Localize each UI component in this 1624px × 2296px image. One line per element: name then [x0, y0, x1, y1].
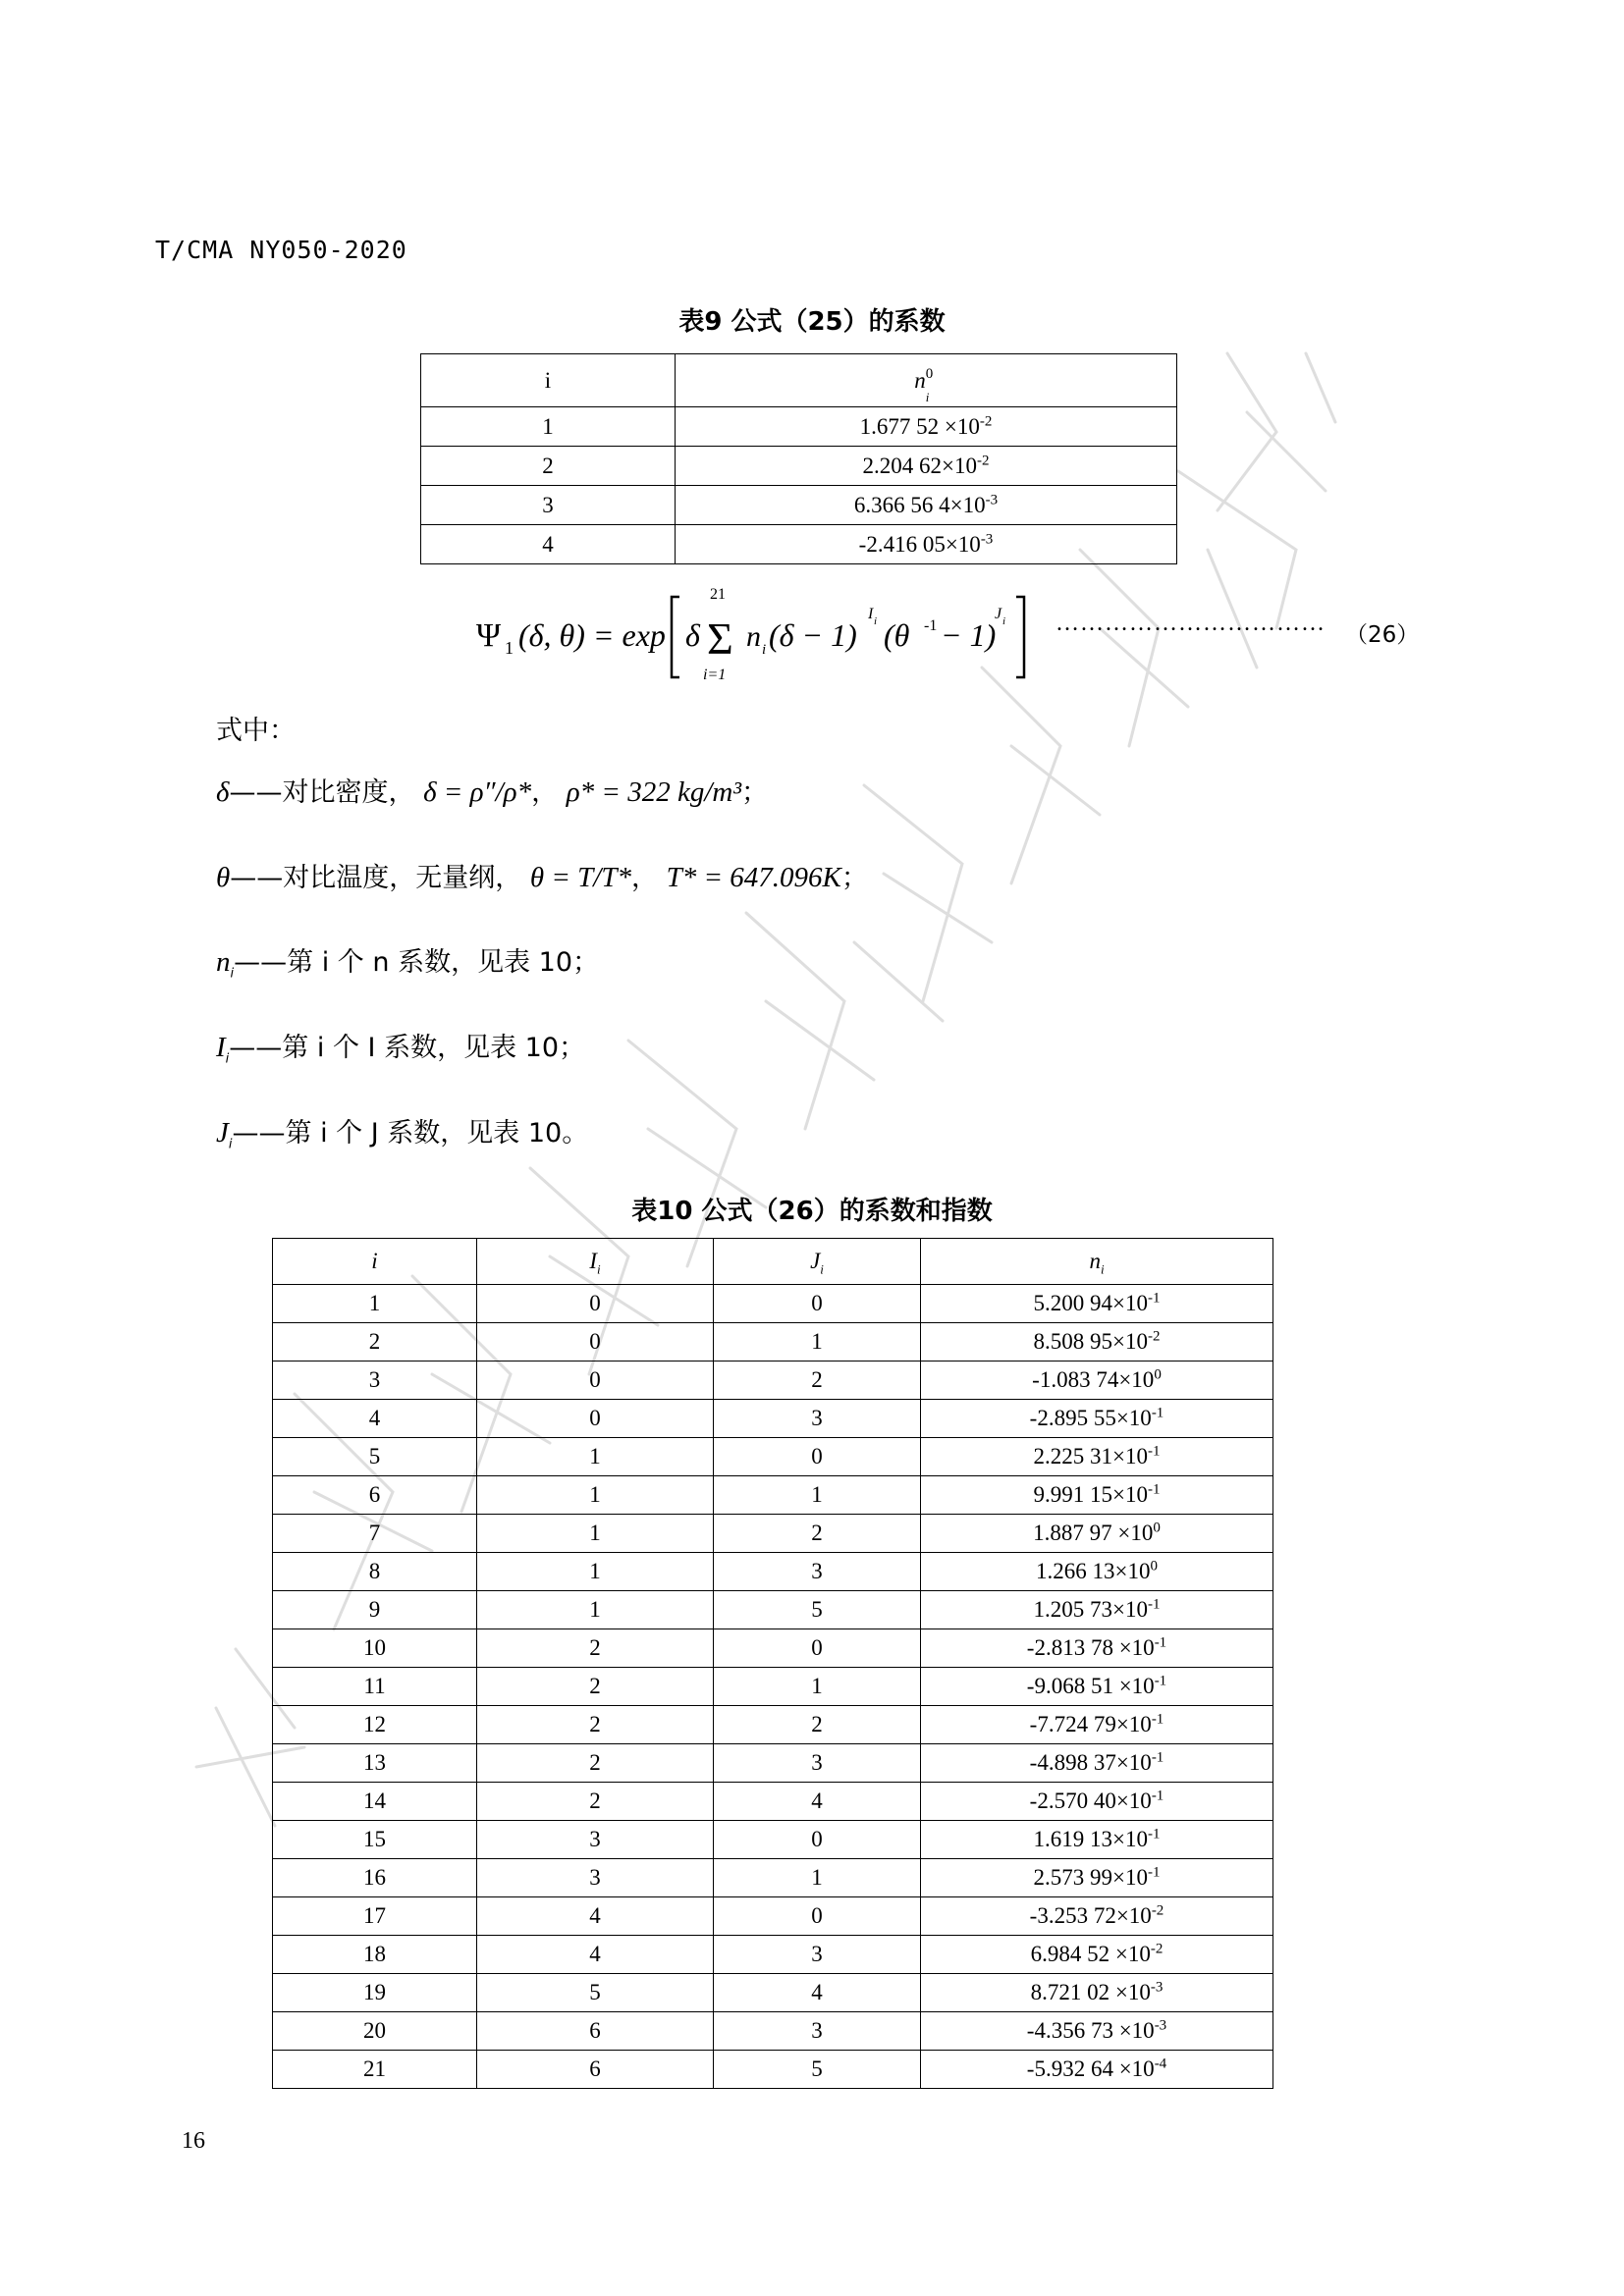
table10-cell-I: 1 [477, 1476, 714, 1515]
table10-cell-J: 0 [714, 1285, 921, 1323]
table10-row [273, 1783, 1273, 1821]
table9-row [421, 447, 1177, 486]
table10-cell-J: 1 [714, 1323, 921, 1362]
table10-cell-n-mantissa: 9.991 15×10 [1033, 1482, 1148, 1507]
table10-cell-n-exponent: -1 [1151, 1788, 1164, 1804]
table10-cell-I: 0 [477, 1285, 714, 1323]
table10-cell-I: 1 [477, 1515, 714, 1553]
table10-row [273, 1438, 1273, 1476]
table10-cell-I: 0 [477, 1362, 714, 1400]
table10-cell-n-mantissa: -1.083 74×10 [1032, 1367, 1155, 1392]
table10-cell-I: 2 [477, 1668, 714, 1706]
table10-cell-n [921, 1476, 1273, 1515]
table10-col-J: $J_i$ [714, 1239, 921, 1285]
table10-cell-n [921, 1323, 1273, 1362]
table10-cell-n-mantissa: 6.984 52 ×10 [1030, 1942, 1151, 1966]
table9-row [421, 407, 1177, 447]
table10-row [273, 1859, 1273, 1897]
table10-cell-i: 12 [273, 1706, 477, 1744]
table10-row [273, 1706, 1273, 1744]
def-n-sub: i [230, 966, 235, 982]
def-n-text: ——第 i 个 n 系数，见表 10； [234, 947, 600, 978]
table10-cell-n-exponent: -3 [1154, 2017, 1167, 2034]
table9-cell-n [676, 486, 1177, 525]
table9-col-n [676, 354, 1177, 407]
table10-col-n: $n_i$ [921, 1239, 1273, 1285]
table10-cell-n-exponent: -2 [1150, 1941, 1164, 1957]
table10-cell-i: 1 [273, 1285, 477, 1323]
table10-cell-n [921, 1285, 1273, 1323]
table10-cell-n-exponent: -2 [1147, 1328, 1161, 1345]
table10-cell-i: 2 [273, 1323, 477, 1362]
table10-row [273, 1476, 1273, 1515]
table9-cell-n-exponent: -3 [980, 530, 994, 547]
table10-cell-n-exponent: 0 [1150, 1558, 1158, 1575]
table10-cell-n [921, 1936, 1273, 1974]
def-delta: δ——对比密度， δ = ρ″/ρ*， ρ* = 322 kg/m³； [216, 776, 769, 808]
table9-cell-i: 4 [421, 525, 676, 564]
table10-col-i: i [273, 1239, 477, 1285]
table10-cell-I: 4 [477, 1936, 714, 1974]
table10-cell-n-mantissa: -4.356 73 ×10 [1026, 2018, 1155, 2043]
equation-26 [471, 579, 1060, 687]
table10-cell-n [921, 1515, 1273, 1553]
table10-cell-i: 13 [273, 1744, 477, 1783]
table10-cell-n [921, 2051, 1273, 2089]
table10-cell-J: 3 [714, 1400, 921, 1438]
table10-cell-J: 3 [714, 1553, 921, 1591]
table10-cell-J: 5 [714, 2051, 921, 2089]
eq-sum-upper: 21 [710, 586, 726, 603]
def-theta-ref: T* = 647.096K [666, 862, 841, 893]
def-theta-text: ——对比温度，无量纲， [230, 863, 522, 893]
table10-cell-i: 7 [273, 1515, 477, 1553]
equation-leader-dots: …………………………… [1056, 611, 1326, 636]
table10-cell-n-mantissa: 8.508 95×10 [1033, 1329, 1148, 1354]
eq-ni: n [746, 620, 761, 653]
table10-cell-n-mantissa: 1.205 73×10 [1033, 1597, 1148, 1622]
table10 [272, 1238, 1273, 2089]
eq-sigma: Σ [707, 614, 733, 664]
table10-cell-n-exponent: -2 [1151, 1902, 1164, 1919]
table9-cell-n-mantissa: -2.416 05×10 [858, 531, 981, 557]
table9 [420, 353, 1177, 564]
def-delta-ref: ρ* = 322 kg/m³ [566, 776, 742, 808]
table10-cell-I: 1 [477, 1591, 714, 1629]
eq-term2: (θ [884, 617, 910, 653]
table9-row [421, 525, 1177, 564]
table9-cell-n-exponent: -3 [985, 491, 999, 507]
table10-header-row [273, 1239, 1273, 1285]
eq-psi-sub: 1 [505, 638, 514, 658]
table10-cell-n [921, 1783, 1273, 1821]
table10-cell-i: 21 [273, 2051, 477, 2089]
eq-term1-exp: I [868, 606, 874, 622]
table10-cell-J: 4 [714, 1783, 921, 1821]
table10-cell-J: 3 [714, 1936, 921, 1974]
table10-cell-J: 0 [714, 1629, 921, 1668]
def-theta: θ——对比温度，无量纲， θ = T/T*， T* = 647.096K； [216, 862, 868, 893]
def-J-text: ——第 i 个 J 系数，见表 10。 [232, 1118, 589, 1148]
table10-cell-i: 14 [273, 1783, 477, 1821]
table10-cell-J: 0 [714, 1438, 921, 1476]
table10-cell-J: 0 [714, 1821, 921, 1859]
def-J-symbol: J [216, 1117, 229, 1148]
table10-cell-n-exponent: -1 [1147, 1826, 1161, 1842]
table9-cell-n-exponent: -2 [976, 452, 990, 468]
table10-cell-i: 4 [273, 1400, 477, 1438]
table10-cell-n [921, 1553, 1273, 1591]
table10-row [273, 1591, 1273, 1629]
table10-row [273, 2051, 1273, 2089]
table10-cell-n-mantissa: 8.721 02 ×10 [1030, 1980, 1151, 2004]
table10-cell-I: 3 [477, 1859, 714, 1897]
def-J-sub: i [228, 1137, 233, 1152]
table10-cell-i: 16 [273, 1859, 477, 1897]
eq-delta: δ [685, 617, 700, 653]
equation-number: （26） [1345, 622, 1420, 648]
table10-cell-I: 6 [477, 2051, 714, 2089]
table10-cell-i: 6 [273, 1476, 477, 1515]
def-I [216, 1026, 586, 1067]
def-J [216, 1111, 589, 1152]
table10-cell-i: 19 [273, 1974, 477, 2012]
table10-row [273, 1744, 1273, 1783]
table10-cell-n [921, 1744, 1273, 1783]
table10-cell-J: 5 [714, 1591, 921, 1629]
table10-cell-n [921, 1897, 1273, 1936]
table9-header-row [421, 354, 1177, 407]
table10-caption: 表10 公式（26）的系数和指数 [631, 1197, 993, 1226]
table10-cell-I: 2 [477, 1629, 714, 1668]
table10-cell-n-exponent: -1 [1147, 1864, 1161, 1881]
def-delta-symbol: δ [216, 776, 230, 808]
table10-cell-I: 1 [477, 1438, 714, 1476]
def-delta-text: ——对比密度， [229, 777, 415, 808]
table10-cell-I: 2 [477, 1744, 714, 1783]
table10-cell-n-mantissa: -7.724 79×10 [1029, 1712, 1152, 1736]
table10-cell-n [921, 1362, 1273, 1400]
table10-cell-n [921, 1859, 1273, 1897]
table10-cell-n-mantissa: 2.573 99×10 [1033, 1865, 1148, 1890]
eq-psi: Ψ [476, 617, 502, 654]
table10-cell-i: 11 [273, 1668, 477, 1706]
table10-cell-n-exponent: -1 [1151, 1749, 1164, 1766]
table10-cell-n [921, 1821, 1273, 1859]
table10-cell-i: 18 [273, 1936, 477, 1974]
table10-cell-I: 6 [477, 2012, 714, 2051]
table10-cell-n-exponent: -1 [1151, 1405, 1164, 1421]
table10-cell-J: 1 [714, 1476, 921, 1515]
eq-term2-rest: − 1) [941, 617, 997, 653]
table10-cell-n-exponent: 0 [1153, 1520, 1161, 1536]
eq-sum-lower: i=1 [703, 667, 727, 683]
eq-term2-exp-sub: i [1002, 615, 1006, 627]
table9-col-n-sub: i [925, 389, 930, 404]
table10-cell-n-mantissa: -2.570 40×10 [1029, 1789, 1152, 1813]
eq-ni-sub: i [762, 642, 767, 658]
table10-row [273, 1285, 1273, 1323]
eq-args: (δ, θ) = exp [518, 617, 666, 653]
table9-cell-n-mantissa: 2.204 62×10 [862, 453, 977, 478]
table10-cell-n [921, 1591, 1273, 1629]
table10-cell-i: 5 [273, 1438, 477, 1476]
table10-cell-J: 2 [714, 1362, 921, 1400]
table10-row [273, 2012, 1273, 2051]
table10-row [273, 1515, 1273, 1553]
def-theta-eq: θ = T/T* [529, 862, 631, 893]
table10-cell-n [921, 1400, 1273, 1438]
table10-cell-I: 1 [477, 1553, 714, 1591]
table9-row [421, 486, 1177, 525]
table10-cell-I: 4 [477, 1897, 714, 1936]
def-n-symbol: n [216, 946, 231, 978]
eq-term1-exp-sub: i [874, 615, 878, 627]
table10-cell-I: 3 [477, 1821, 714, 1859]
def-n [216, 940, 600, 982]
table9-cell-n-mantissa: 6.366 56 4×10 [853, 492, 986, 517]
table10-cell-i: 15 [273, 1821, 477, 1859]
table10-cell-i: 8 [273, 1553, 477, 1591]
eq-term2-inv: -1 [924, 617, 938, 634]
table10-cell-n-mantissa: -5.932 64 ×10 [1026, 2056, 1155, 2081]
table10-cell-i: 20 [273, 2012, 477, 2051]
table10-cell-n-exponent: -1 [1147, 1481, 1161, 1498]
table10-row [273, 1821, 1273, 1859]
table9-col-n-sup: 0 [925, 365, 934, 382]
def-delta-eq: δ = ρ″/ρ* [423, 776, 532, 808]
table10-cell-n-mantissa: -4.898 37×10 [1029, 1750, 1152, 1775]
table10-cell-n [921, 1438, 1273, 1476]
table10-cell-n-exponent: -3 [1150, 1979, 1164, 1996]
table10-cell-I: 2 [477, 1706, 714, 1744]
table10-cell-n [921, 1706, 1273, 1744]
table9-col-i: i [421, 354, 676, 407]
table10-cell-n-exponent: -1 [1154, 1634, 1167, 1651]
def-I-symbol: I [216, 1032, 226, 1063]
table10-row [273, 1323, 1273, 1362]
table10-cell-J: 1 [714, 1668, 921, 1706]
table10-cell-n [921, 1668, 1273, 1706]
table10-cell-n-exponent: -1 [1147, 1596, 1161, 1613]
table9-cell-n-mantissa: 1.677 52 ×10 [859, 413, 980, 439]
table10-row [273, 1400, 1273, 1438]
table10-row [273, 1553, 1273, 1591]
eq-right-bracket [1016, 597, 1024, 677]
table10-row [273, 1362, 1273, 1400]
table10-cell-n-mantissa: -3.253 72×10 [1029, 1903, 1152, 1928]
table10-cell-i: 3 [273, 1362, 477, 1400]
table10-cell-I: 0 [477, 1323, 714, 1362]
eq-term1: (δ − 1) [769, 617, 857, 653]
table10-cell-n-exponent: -1 [1147, 1290, 1161, 1307]
table9-col-n-symbol: n [914, 367, 926, 393]
table9-cell-i: 3 [421, 486, 676, 525]
standard-code: T/CMA NY050-2020 [155, 236, 407, 264]
table10-cell-I: 0 [477, 1400, 714, 1438]
table10-cell-n-mantissa: -2.895 55×10 [1029, 1406, 1152, 1430]
table10-cell-n-mantissa: 2.225 31×10 [1033, 1444, 1148, 1468]
table10-row [273, 1897, 1273, 1936]
table10-cell-n-mantissa: 1.266 13×10 [1036, 1559, 1151, 1583]
def-I-sub: i [225, 1051, 230, 1067]
table9-cell-i: 2 [421, 447, 676, 486]
table10-cell-n-mantissa: 1.619 13×10 [1033, 1827, 1148, 1851]
table10-cell-n [921, 1629, 1273, 1668]
table9-cell-n-exponent: -2 [979, 412, 993, 429]
table9-cell-i: 1 [421, 407, 676, 447]
table10-cell-n-exponent: 0 [1154, 1366, 1162, 1383]
table10-row [273, 1936, 1273, 1974]
table10-cell-I: 2 [477, 1783, 714, 1821]
table10-cell-n-exponent: -4 [1154, 2056, 1167, 2072]
table10-cell-n-mantissa: 5.200 94×10 [1033, 1291, 1148, 1315]
table10-row [273, 1668, 1273, 1706]
table9-caption: 表9 公式（25）的系数 [678, 307, 946, 337]
page-number: 16 [182, 2128, 205, 2154]
table10-cell-I: 5 [477, 1974, 714, 2012]
table10-cell-J: 0 [714, 1897, 921, 1936]
table10-cell-J: 4 [714, 1974, 921, 2012]
table10-row [273, 1629, 1273, 1668]
table10-cell-i: 10 [273, 1629, 477, 1668]
table9-cell-n [676, 407, 1177, 447]
table10-cell-J: 3 [714, 2012, 921, 2051]
table10-cell-n-exponent: -1 [1154, 1673, 1167, 1689]
table10-cell-i: 17 [273, 1897, 477, 1936]
table10-cell-n-mantissa: -9.068 51 ×10 [1026, 1674, 1155, 1698]
table10-col-I: $I_i$ [477, 1239, 714, 1285]
table10-cell-n-mantissa: -2.813 78 ×10 [1026, 1635, 1155, 1660]
table9-cell-n [676, 525, 1177, 564]
table10-cell-n-exponent: -1 [1151, 1711, 1164, 1728]
table9-cell-n [676, 447, 1177, 486]
eq-term2-exp: J [995, 606, 1002, 622]
table10-cell-n-mantissa: 1.887 97 ×10 [1033, 1521, 1154, 1545]
table10-cell-n-exponent: -1 [1147, 1443, 1161, 1460]
table10-cell-J: 2 [714, 1706, 921, 1744]
table10-cell-J: 3 [714, 1744, 921, 1783]
definitions-intro: 式中： [216, 716, 296, 746]
table10-cell-n [921, 2012, 1273, 2051]
eq-left-bracket [672, 597, 679, 677]
table10-cell-J: 2 [714, 1515, 921, 1553]
table10-cell-n [921, 1974, 1273, 2012]
def-I-text: ——第 i 个 I 系数，见表 10； [229, 1033, 586, 1063]
table10-row [273, 1974, 1273, 2012]
def-theta-symbol: θ [216, 862, 231, 893]
table10-cell-J: 1 [714, 1859, 921, 1897]
table10-cell-i: 9 [273, 1591, 477, 1629]
